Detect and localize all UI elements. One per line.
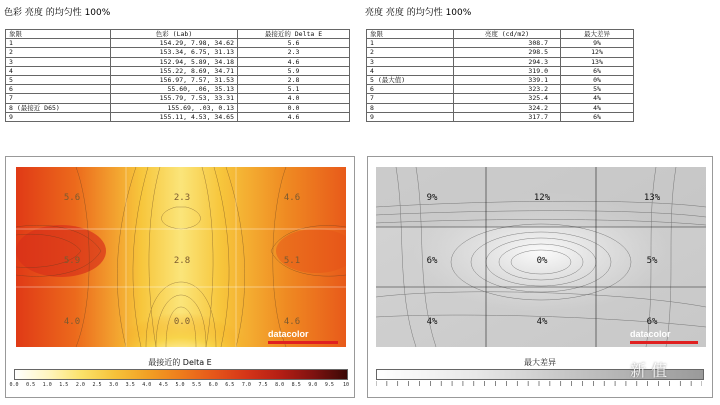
cell-luminance: 317.7 bbox=[454, 112, 561, 121]
legend-tick-label: 3.5 bbox=[125, 382, 135, 388]
table-row bbox=[367, 112, 634, 121]
legend-tick-label: 1.5 bbox=[59, 382, 69, 388]
cell-max-diff: 4% bbox=[561, 94, 634, 103]
table-row bbox=[367, 39, 634, 48]
col-luminance: 亮度 (cd/m2) bbox=[454, 30, 561, 39]
diff-legend-ticks bbox=[376, 381, 702, 387]
cell-max-diff: 13% bbox=[561, 57, 634, 66]
cell-quadrant: 8 (最接近 D65) bbox=[6, 103, 111, 112]
cell-luminance: 298.5 bbox=[454, 48, 561, 57]
quadrant-value: 5.1 bbox=[283, 256, 301, 266]
legend-tick-label: 7.0 bbox=[241, 382, 251, 388]
quadrant-value: 9% bbox=[426, 193, 438, 203]
legend-tick-label: 9.0 bbox=[308, 382, 318, 388]
cell-delta-e: 4.0 bbox=[238, 94, 350, 103]
cell-quadrant: 7 bbox=[6, 94, 111, 103]
table-row bbox=[367, 85, 634, 94]
cell-luminance: 323.2 bbox=[454, 85, 561, 94]
cell-quadrant: 4 bbox=[367, 66, 454, 75]
legend-tick-label: 4.0 bbox=[142, 382, 152, 388]
quadrant-value: 5.9 bbox=[63, 256, 81, 266]
cell-max-diff: 5% bbox=[561, 85, 634, 94]
cell-luminance: 325.4 bbox=[454, 94, 561, 103]
legend-tick-label: 9.5 bbox=[324, 382, 334, 388]
cell-quadrant: 3 bbox=[367, 57, 454, 66]
cell-max-diff: 12% bbox=[561, 48, 634, 57]
legend-tick-label: 5.0 bbox=[175, 382, 185, 388]
legend-tick-label: 0.0 bbox=[9, 382, 19, 388]
legend-tick-label: 5.5 bbox=[192, 382, 202, 388]
table-row bbox=[367, 103, 634, 112]
table-row bbox=[367, 66, 634, 75]
cell-delta-e: 5.1 bbox=[238, 85, 350, 94]
cell-quadrant: 9 bbox=[6, 112, 111, 121]
legend-tick-label: 2.5 bbox=[92, 382, 102, 388]
table-row bbox=[6, 39, 350, 48]
table-row bbox=[6, 48, 350, 57]
cell-lab: 155.69, .03, 0.13 bbox=[111, 103, 238, 112]
table-row bbox=[6, 66, 350, 75]
right-title: 亮度 亮度 的均匀性 100% bbox=[365, 8, 472, 18]
quadrant-value: 4% bbox=[426, 317, 438, 327]
table-row bbox=[6, 112, 350, 121]
cell-quadrant: 5 (最大值) bbox=[367, 75, 454, 84]
table-row bbox=[367, 48, 634, 57]
cell-quadrant: 8 bbox=[367, 103, 454, 112]
col-quadrant: 象限 bbox=[6, 30, 111, 39]
table-row bbox=[367, 75, 634, 84]
legend-tick-label: 7.5 bbox=[258, 382, 268, 388]
legend-tick-label: 8.5 bbox=[291, 382, 301, 388]
color-uniformity-table bbox=[5, 29, 350, 122]
luminance-uniformity-table bbox=[366, 29, 634, 122]
cell-delta-e: 2.8 bbox=[238, 75, 350, 84]
legend-tick-label: 6.0 bbox=[208, 382, 218, 388]
cell-max-diff: 0% bbox=[561, 75, 634, 84]
legend-tick-label: 1.0 bbox=[42, 382, 52, 388]
cell-max-diff: 4% bbox=[561, 103, 634, 112]
cell-delta-e: 5.6 bbox=[238, 39, 350, 48]
cell-delta-e: 5.9 bbox=[238, 66, 350, 75]
legend-tick-label: 0.5 bbox=[26, 382, 36, 388]
quadrant-value: 5.6 bbox=[63, 193, 81, 203]
quadrant-value: 0.0 bbox=[173, 317, 191, 327]
table-row bbox=[367, 94, 634, 103]
cell-delta-e: 2.3 bbox=[238, 48, 350, 57]
quadrant-value: 4.0 bbox=[63, 317, 81, 327]
quadrant-value: 13% bbox=[643, 193, 661, 203]
color-heatmap-panel bbox=[5, 156, 355, 398]
cell-luminance: 324.2 bbox=[454, 103, 561, 112]
quadrant-value: 4.6 bbox=[283, 317, 301, 327]
table-row bbox=[6, 85, 350, 94]
cell-quadrant: 9 bbox=[367, 112, 454, 121]
quadrant-value: 12% bbox=[533, 193, 551, 203]
quadrant-value: 5% bbox=[646, 256, 658, 266]
brand-bar bbox=[630, 341, 698, 344]
legend-tick-label: 3.0 bbox=[109, 382, 119, 388]
quadrant-value: 0% bbox=[536, 256, 548, 266]
cell-lab: 155.79, 7.53, 33.31 bbox=[111, 94, 238, 103]
cell-quadrant: 7 bbox=[367, 94, 454, 103]
quadrant-value: 2.3 bbox=[173, 193, 191, 203]
delta-e-legend-bar bbox=[14, 369, 348, 380]
cell-lab: 155.22, 8.69, 34.71 bbox=[111, 66, 238, 75]
cell-max-diff: 6% bbox=[561, 66, 634, 75]
table-row bbox=[6, 57, 350, 66]
cell-max-diff: 6% bbox=[561, 112, 634, 121]
legend-tick-label: 6.5 bbox=[225, 382, 235, 388]
cell-luminance: 319.0 bbox=[454, 66, 561, 75]
cell-quadrant: 3 bbox=[6, 57, 111, 66]
cell-quadrant: 6 bbox=[367, 85, 454, 94]
quadrant-value: 2.8 bbox=[173, 256, 191, 266]
brand-bar bbox=[268, 341, 338, 344]
cell-luminance: 339.1 bbox=[454, 75, 561, 84]
cell-quadrant: 5 bbox=[6, 75, 111, 84]
cell-quadrant: 1 bbox=[6, 39, 111, 48]
legend-tick-label: 2.0 bbox=[75, 382, 85, 388]
table-row bbox=[6, 103, 350, 112]
legend-tick-label: 8.0 bbox=[275, 382, 285, 388]
cell-luminance: 308.7 bbox=[454, 39, 561, 48]
col-quadrant: 象限 bbox=[367, 30, 454, 39]
quadrant-value: 4.6 bbox=[283, 193, 301, 203]
table-row bbox=[6, 94, 350, 103]
quadrant-value: 6% bbox=[646, 317, 658, 327]
legend-tick-label: 10 bbox=[342, 382, 350, 388]
col-delta-e: 最接近的 Delta E bbox=[238, 30, 350, 39]
cell-quadrant: 2 bbox=[6, 48, 111, 57]
legend-title: 最接近的 Delta E bbox=[148, 358, 212, 367]
table-row bbox=[6, 75, 350, 84]
cell-lab: 156.97, 7.57, 31.53 bbox=[111, 75, 238, 84]
cell-lab: 153.34, 6.75, 31.13 bbox=[111, 48, 238, 57]
cell-quadrant: 6 bbox=[6, 85, 111, 94]
cell-lab: 155.11, 4.53, 34.65 bbox=[111, 112, 238, 121]
brand-logo: datacolor bbox=[268, 329, 309, 339]
brand-logo: datacolor bbox=[630, 329, 671, 339]
cell-quadrant: 1 bbox=[367, 39, 454, 48]
cell-max-diff: 9% bbox=[561, 39, 634, 48]
legend-title: 最大差异 bbox=[524, 358, 556, 367]
col-lab: 色彩 (Lab) bbox=[111, 30, 238, 39]
cell-lab: 152.94, 5.89, 34.18 bbox=[111, 57, 238, 66]
watermark: 新 值 bbox=[630, 361, 668, 380]
cell-delta-e: 0.0 bbox=[238, 103, 350, 112]
quadrant-value: 4% bbox=[536, 317, 548, 327]
col-max-diff: 最大差异 bbox=[561, 30, 634, 39]
cell-quadrant: 4 bbox=[6, 66, 111, 75]
cell-quadrant: 2 bbox=[367, 48, 454, 57]
cell-luminance: 294.3 bbox=[454, 57, 561, 66]
cell-lab: 55.60, .06, 35.13 bbox=[111, 85, 238, 94]
legend-tick-label: 4.5 bbox=[158, 382, 168, 388]
table-row bbox=[367, 57, 634, 66]
cell-delta-e: 4.6 bbox=[238, 57, 350, 66]
quadrant-value: 6% bbox=[426, 256, 438, 266]
cell-lab: 154.29, 7.98, 34.62 bbox=[111, 39, 238, 48]
left-title: 色彩 亮度 的均匀性 100% bbox=[4, 8, 111, 18]
cell-delta-e: 4.6 bbox=[238, 112, 350, 121]
